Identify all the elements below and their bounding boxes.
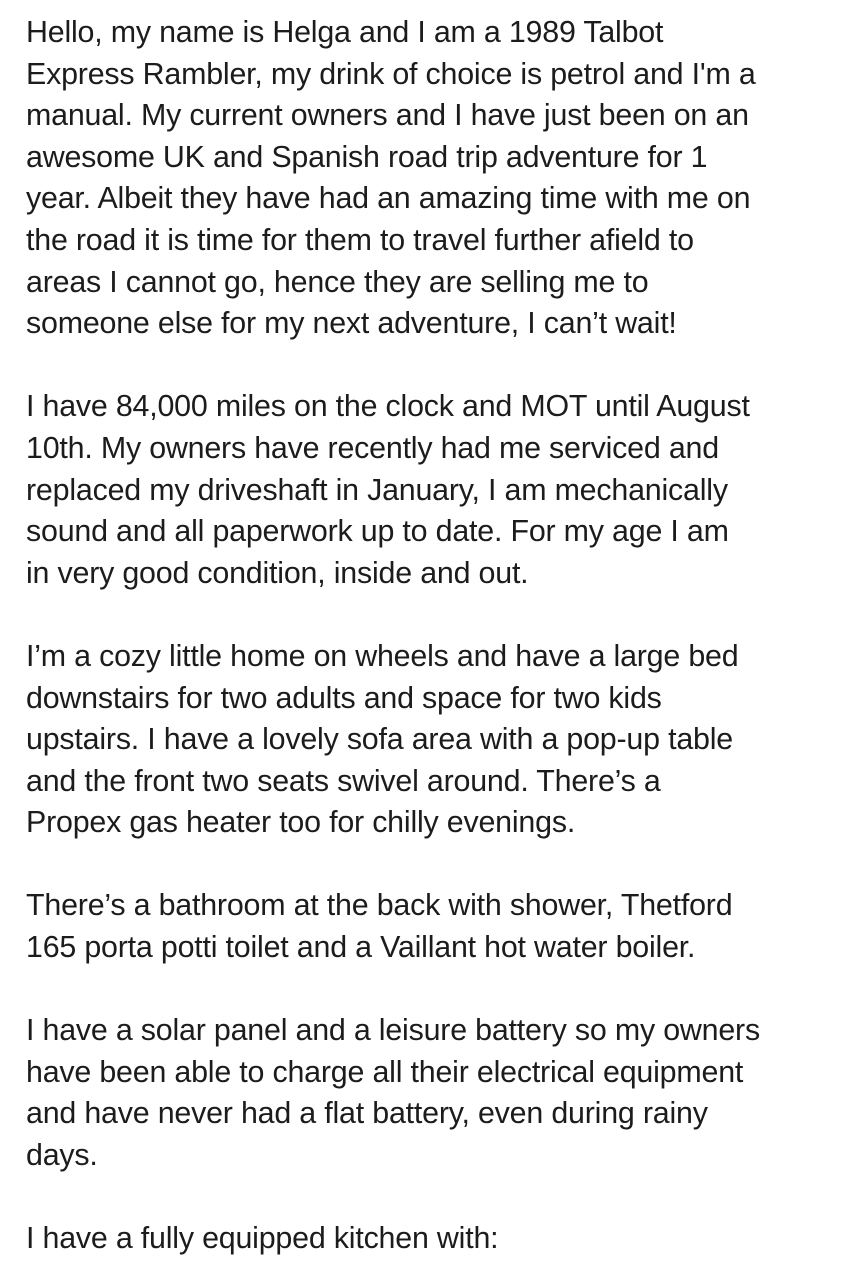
post-line: I have 84,000 miles on the clock and MOT until August [26,389,750,424]
post-line: areas I cannot go, hence they are selling me to [26,264,649,299]
post-line: 165 porta potti toilet and a Vaillant hot water boiler. [26,930,696,965]
paragraph-introduction [26,12,830,345]
post-line: someone else for my next adventure, I can’t wait! [26,306,677,341]
post-line: the road it is time for them to travel further afield to [26,222,694,257]
post-line: 10th. My owners have recently had me serviced and [26,430,719,465]
paragraph-bathroom [26,885,830,968]
post-line: in very good condition, inside and out. [26,555,529,590]
paragraph-living-space [26,636,830,844]
paragraph-kitchen [26,1218,830,1260]
post-line: awesome UK and Spanish road trip adventure for 1 [26,139,708,174]
post-line: Express Rambler, my drink of choice is petrol and I'm a [26,56,756,91]
post-line: Hello, my name is Helga and I am a 1989 Talbot [26,15,664,49]
post-line: replaced my driveshaft in January, I am mechanically [26,472,728,507]
post-line: I have a fully equipped kitchen with: [26,1221,499,1256]
post-line: sound and all paperwork up to date. For my age I am [26,514,729,549]
post-line: days. [26,1138,98,1173]
paragraph-power [26,1010,830,1176]
post-line: have been able to charge all their electrical equipment [26,1054,744,1089]
post-line: and the front two seats swivel around. There’s a [26,763,661,798]
post-line: and have never had a flat battery, even during rainy [26,1096,708,1131]
post-line: manual. My current owners and I have just been on an [26,98,749,133]
post-line: year. Albeit they have had an amazing time with me on [26,181,751,216]
post-line: upstairs. I have a lovely sofa area with a pop-up table [26,722,733,757]
post-line: Propex gas heater too for chilly evenings. [26,805,576,840]
post-line: I’m a cozy little home on wheels and have a large bed [26,638,739,673]
post-line: I have a solar panel and a leisure battery so my owners [26,1013,760,1048]
post-line: There’s a bathroom at the back with shower, Thetford [26,888,733,923]
post-line: downstairs for two adults and space for two kids [26,680,662,715]
paragraph-condition [26,386,830,594]
